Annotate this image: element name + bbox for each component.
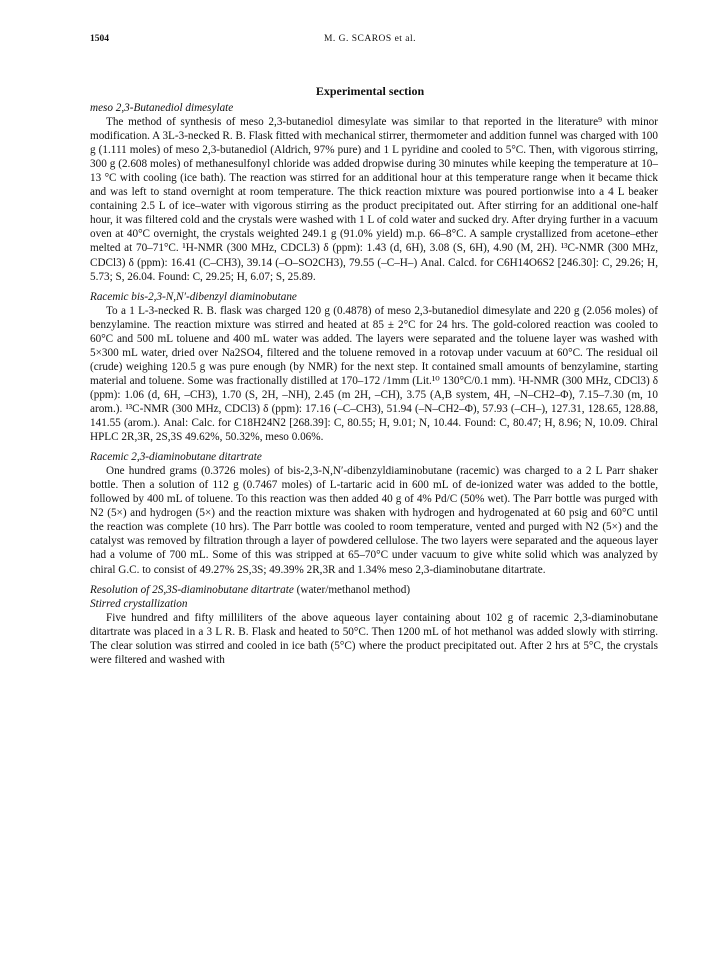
sub-subsection-heading: Stirred crystallization: [90, 597, 188, 610]
running-header-authors: M. G. SCAROS et al.: [323, 34, 417, 44]
subsection-heading: Racemic 2,3-diaminobutane ditartrate: [90, 451, 262, 464]
paragraph: One hundred grams (0.3726 moles) of bis-2,3-N,N′-dibenzyldiaminobutane (racemic) was charged to a 2 L Parr shaker bottle. Then a solution of 112 g (0.7467 moles) of L-tartaric acid in 600 mL of de-ionized water was added to the bottle, followed by 400 mL of toluene. To this reaction was then added 40 g of 4% Pd/C (50% wet). The Parr bottle was purged with N2 (5×) and hydrogen (5×) and the reaction mixture was shaken with hydrogen and hydrogenated at 60 psig and 60°C until the reaction was complete (10 hrs). The Parr bottle was cooled to room temperature, vented and purged with N2 (5×) and the catalyst was removed by filtration through a layer of powdered cellulose. The two layers were separated and the aqueous layer had a volume of 700 mL. Some of this was stripped at 65–70°C under vacuum to give white solid which was analyzed by chiral G.C. to consist of 49.27% 2S,3S; 49.39% 2R,3R and 1.34% meso 2,3-diaminobutane ditartrate.: [90, 465, 658, 576]
paragraph: The method of synthesis of meso 2,3-butanediol dimesylate was similar to that reported in the literature⁹ with minor modification. A 3L-3-necked R. B. Flask fitted with mechanical stirrer, thermometer and addition funnel was charged with 100 g (1.111 moles) of meso 2,3-butanediol (Aldrich, 97% pure) and 1 L pyridine and cooled to 5°C. Then, with vigorous stirring, 300 g (2.608 moles) of methanesulfonyl chloride was added dropwise during 30 minutes while keeping the temperature at 10–13 °C with cooling (ice bath). The reaction was stirred for an additional hour at this temperature range when it became thick and was left to stand overnight at room temperature. The thick reaction mixture was poured portionwise into a 4 L beaker containing 2.5 L of ice–water with vigorous stirring as the product precipitated out. After stirring for an additional one-half hour, it was filtered cold and the crystals were washed with 1 L of cold water and sucked dry. After drying further in a vacuum oven at 40°C overnight, the crystals weighted 249.1 g (91.0% yield) m.p. 66–8°C. A sample crystallized from acetone–ether melted at 70–71°C. ¹H-NMR (300 MHz, CDCL3) δ (ppm): 1.43 (d, 6H), 3.08 (S, 6H), 4.90 (M, 2H). ¹³C-NMR (300 MHz, CDCl3) δ (ppm): 16.41 (C–CH3), 39.14 (–O–SO2CH3), 79.55 (–C–H–) Anal. Calcd. for C6H14O6S2 [246.30]: C, 29.26; H, 5.73; S, 26.04. Found: C, 29.25; H, 6.07; S, 25.89.: [90, 116, 658, 283]
paragraph: Five hundred and fifty milliliters of the above aqueous layer containing about 102 g of racemic 2,3-diaminobutane ditartrate was placed in a 3 L R. B. Flask and heated to 50°C. Then 1200 mL of hot methanol was added slowly with stirring. The clear solution was stirred and cooled in ice bath (5°C) where the product precipitated out. After 2 hrs at 5°C, the crystals were filtered and washed with: [90, 611, 658, 666]
subsection-heading: [90, 583, 658, 597]
subsection-heading: Racemic bis-2,3-N,N′-dibenzyl diaminobutane: [90, 290, 297, 303]
document-body: [90, 101, 658, 667]
section-title: Experimental section: [315, 84, 425, 98]
paragraph: To a 1 L-3-necked R. B. flask was charged 120 g (0.4878) of meso 2,3-butanediol dimesylate and 220 g (2.056 moles) of benzylamine. The reaction mixture was stirred and heated at 85 ± 2°C for 24 hrs. The gold-colored reaction was cooled to 60°C and 500 mL toluene and 400 mL water was added. The layers were separated and the toluene layer was washed with 5×300 mL water, dried over Na2SO4, filtered and the toluene removed in a rotovap under vacuum at 60°C. The residual oil (crude) weighing 120.5 g was pure enough (by NMR) for the next step. It contained small amounts of benzylamine, starting material and toluene. Some was fractionally distilled at 170–172 /1mm (Lit.¹⁰ 130°C/0.1 mm). ¹H-NMR (300 MHz, CDCl3) δ (ppm): 1.06 (d, 6H, –CH3), 1.70 (S, 2H, –NH), 2.45 (m 2H, –CH), 3.75 (A,B system, 4H, –N–CH2–Φ), 7.15–7.30 (m, 10 arom.). ¹³C-NMR (300 MHz, CDCl3) δ (ppm): 17.16 (–C–CH3), 51.94 (–N–CH2–Φ), 57.93 (–CH–), 127.31, 128.65, 128.88, 141.55 (arom.). Anal: Calc. for C18H24N2 [268.39]: C, 80.55; H, 9.01; N, 10.44. Found: C, 80.47; H, 8.96; N, 10.09. Chiral HPLC 2R,3R, 2S,3S 49.62%, 50.32%, meso 0.06%.: [90, 304, 658, 444]
subsection-heading-suffix: (water/methanol method): [293, 583, 411, 596]
subsection-heading-italic: Resolution of 2S,3S-diaminobutane ditartrate: [90, 583, 294, 596]
running-header: [90, 34, 650, 48]
subsection-heading: meso 2,3-Butanediol dimesylate: [90, 102, 234, 114]
page-number: 1504: [90, 34, 109, 44]
